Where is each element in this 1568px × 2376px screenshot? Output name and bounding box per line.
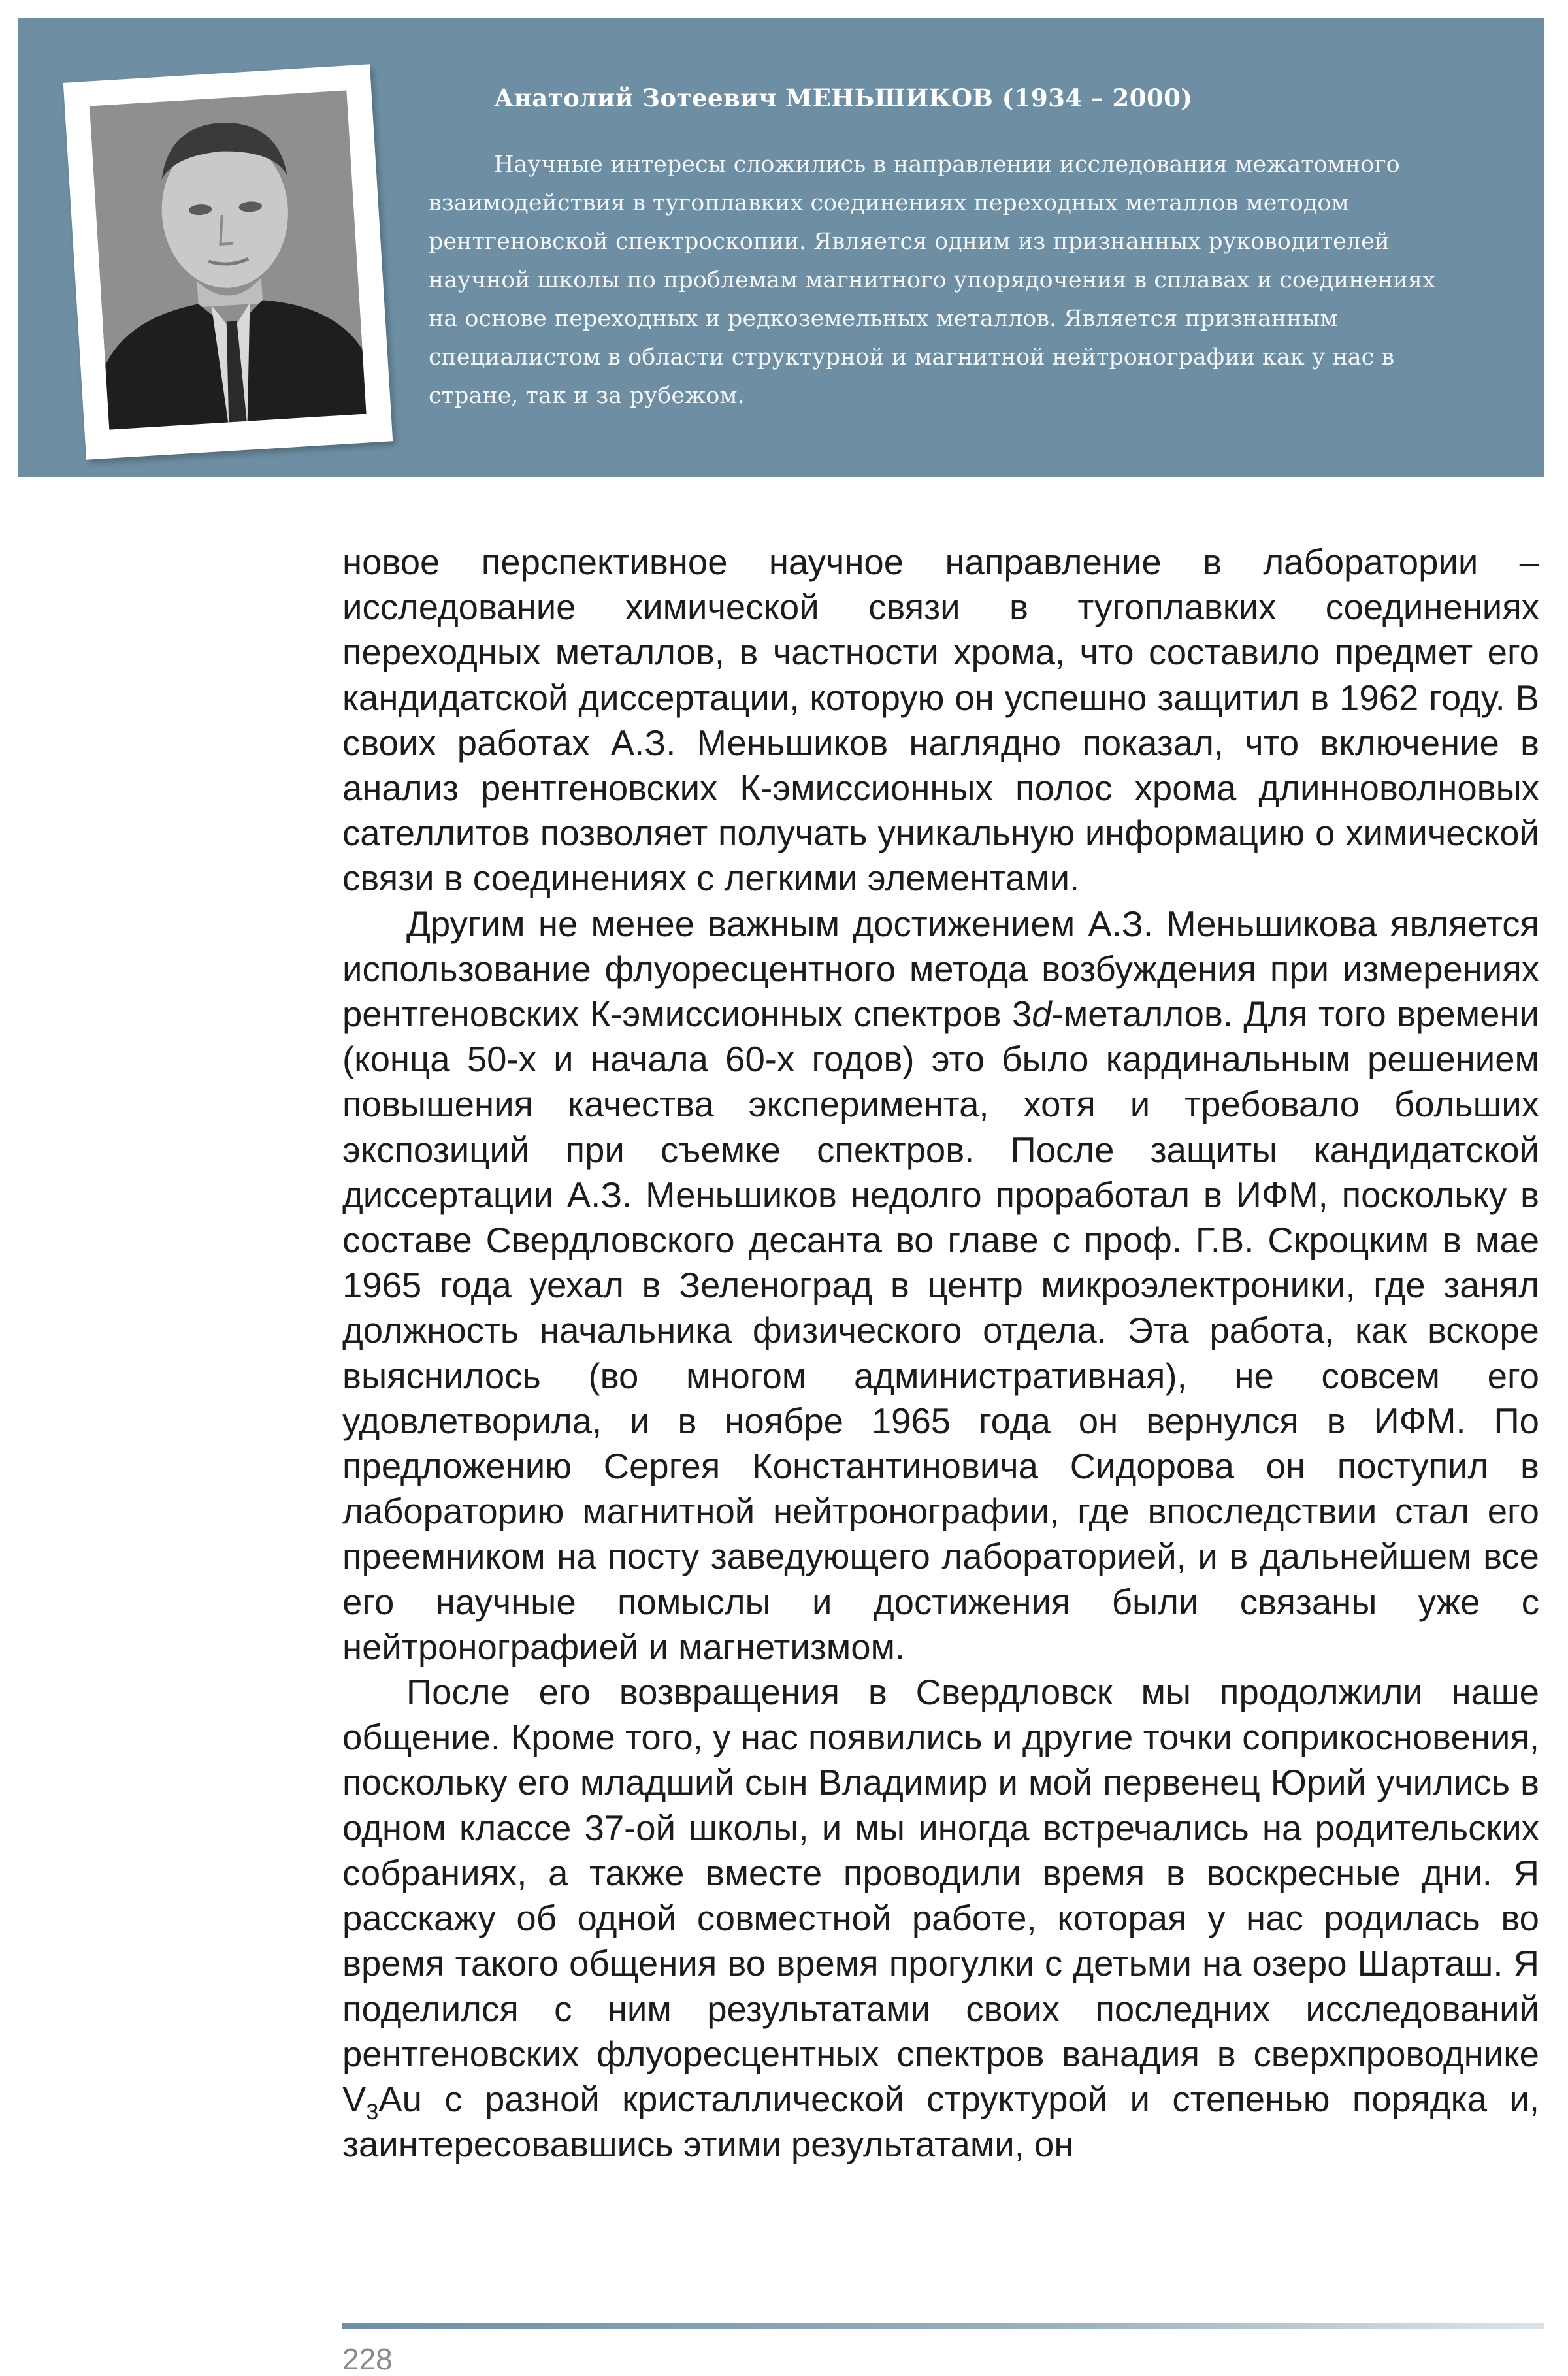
portrait-silhouette (90, 90, 367, 429)
paragraph-2-italic-d: d (1032, 994, 1052, 1035)
portrait-photo (90, 90, 367, 429)
page-number: 228 (342, 2342, 393, 2376)
paragraph-3-part-b: Au с разной кристаллической структурой и степенью порядка и, заинтересовавшись этими результатами, он (342, 2079, 1539, 2165)
paragraph-2-part-b: -металлов. Для того времени (конца 50-х и начала 60-х годов) это было кардинальным решением повышения качества эксперимента, хотя и требовало больших экспозиций при съемке спектров. После защиты кандидатской диссертации А.З. Меньшиков недолго проработал в ИФМ, поскольку в составе Свердловского десанта во главе с проф. Г.В. Скроцким в мае 1965 года уехал в Зеленоград в центр микроэлектроники, где занял должность начальника физического отдела. Эта работа, как вскоре выяснилось (во многом административная), не совсем его удовлетворила, и в ноябре 1965 года он вернулся в ИФМ. По предложению Сергея Константиновича Сидорова он поступил в лабораторию магнитной нейтронографии, где впоследствии стал его преемником на посту заведующего лабораторией, и в дальнейшем все его научные помыслы и достижения были связаны уже с нейтронографией и магнетизмом. (342, 994, 1539, 1667)
bio-text: Научные интересы сложились в направлении исследования межатомного взаимодействия в тугоплавких соединениях переходных металлов методом рентгеновской спектроскопии. Является одним из признанных руководителей научной школы по проблемам магнитного упорядочения в сплавах и соединениях на основе переходных и редкоземельных металлов. Является признанным специалистом в области структурной и магнитной нейтронографии как у нас в стране, так и за рубежом. (429, 152, 1435, 409)
paragraph-3-subscript: 3 (366, 2099, 379, 2124)
bio-title: Анатолий Зотеевич МЕНЬШИКОВ (1934 – 2000) (494, 84, 1193, 112)
paragraph-2 (342, 902, 1539, 1670)
paragraph-1: новое перспективное научное направление в лаборатории – исследование химической связи в тугоплавких соединениях переходных металлов, в частности хрома, что составило предмет его кандидатской диссертации, которую он успешно защитил в 1962 году. В своих работах А.З. Меньшиков наглядно показал, что включение в анализ рентгеновских К-эмиссионных полос хрома длинноволновых сателлитов позволяет получать уникальную информацию о химической связи в соединениях с легкими элементами. (342, 542, 1539, 899)
portrait-frame (63, 64, 393, 460)
paragraph-2-part-a: Другим не менее важным достижением А.З. Меньшикова является использование флуоресцентного метода возбуждения при измерениях рентгеновских К-эмиссионных спектров 3 (342, 903, 1539, 1035)
bio-box (18, 18, 1544, 477)
paragraph-3-part-a: После его возвращения в Свердловск мы продолжили наше общение. Кроме того, у нас появились и другие точки соприкосновения, поскольку его младший сын Владимир и мой первенец Юрий учились в одном классе 37-ой школы, и мы иногда встречались на родительских собраниях, а также вместе проводили время в воскресные дни. Я расскажу об одной совместной работе, которая у нас родилась во время такого общения во время прогулки с детьми на озеро Шарташ. Я поделился с ним результатами своих последних исследований рентгеновских флуоресцентных спектров ванадия в сверхпроводнике V (342, 1672, 1539, 2119)
footer-rule (342, 2323, 1544, 2329)
paragraph-3 (342, 1670, 1539, 2167)
main-text (342, 540, 1539, 2167)
